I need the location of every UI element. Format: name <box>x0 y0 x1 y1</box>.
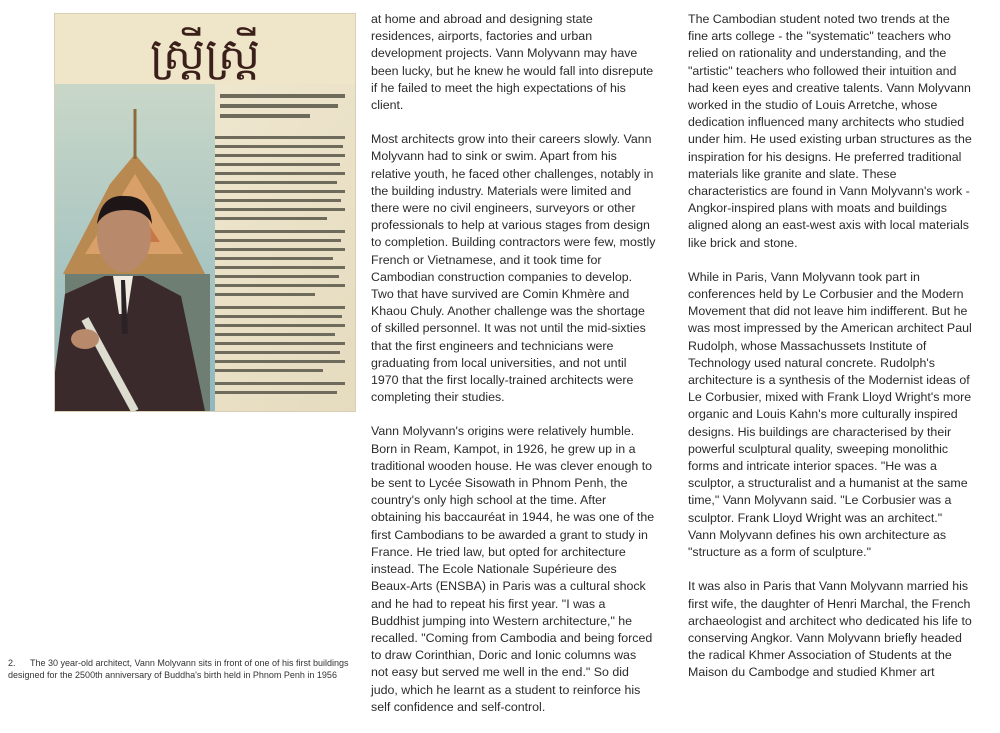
figure-caption <box>8 657 368 681</box>
caption-number: 2. <box>8 658 16 668</box>
article-column-middle <box>371 11 656 733</box>
magazine-cover-photo <box>55 14 355 411</box>
paragraph: The Cambodian student noted two trends at the fine arts college - the "systematic" teachers who relied on rationality and understanding, and the "artistic" teachers who followed their intuition and had keen eyes and creative talents. Vann Molyvann worked in the studio of Louis Arretche, whose dedication influenced many architects who studied under him. He used existing urban structures as the inspiration for his designs. He preferred traditional materials like granite and slate. These characteristics are found in Vann Molyvann's work - Angkor-inspired plans with moats and buildings aligned along an east-west axis with local materials like brick and stone. <box>688 12 972 250</box>
caption-text: The 30 year-old architect, Vann Molyvann sits in front of one of his first buildings designed for the 2500th anniversary of Buddha's birth held in Phnom Penh in 1956 <box>8 658 349 680</box>
headline-khmer: ស្ដ្រីស្ដ្រី <box>150 29 260 80</box>
paragraph: at home and abroad and designing state residences, airports, factories and urban development projects. Vann Molyvann may have been lucky, but he knew he would fall into disrepute if he failed to meet the high expectations of his client. <box>371 12 654 113</box>
paragraph: Most architects grow into their careers slowly. Vann Molyvann had to sink or swim. Apart from his relative youth, he faced other challenges, notably in the building industry. Materials were limited and there were no civil engineers, surveyors or other professionals to help at various stages from design to completion. Building contractors were few, mostly French or Vietnamese, and it took time for Cambodian construction companies to develop. Two that have survived are Comin Khmère and Khaou Chuly. Another challenge was the shortage of skilled personnel. It was not until the mid-sixties that the first engineers and technicians were graduating from local universities, and not until 1970 that the first locally-trained architects were completing their studies. <box>371 132 656 405</box>
paragraph: Vann Molyvann's origins were relatively humble. Born in Ream, Kampot, in 1926, he grew up in a traditional wooden house. He was clever enough to be sent to Lycée Sisowath in Phnom Penh, the country's only high school at the time. After obtaining his baccauréat in 1944, he was one of the first Cambodians to be awarded a grant to study in France. He tried law, but opted for architecture instead. The Ecole Nationale Supérieure des Beaux-Arts (ENSBA) in Paris was a cultural shock and he had to repeat his first year. "I was a Buddhist jumping into Western architecture," he recalled. "Coming from Cambodia and being forced to draw Corinthian, Doric and Ionic columns was not easy but served me well in the end." So did judo, which he learnt as a student to reinforce his self confidence and self-control. <box>371 424 655 714</box>
photo-illustration <box>55 14 355 411</box>
person-hand <box>71 329 99 349</box>
article-column-right <box>688 11 973 699</box>
paragraph: It was also in Paris that Vann Molyvann married his first wife, the daughter of Henri Marchal, the French archaeologist and architect who dedicated his life to conserving Angkor. Vann Molyvann briefly headed the radical Khmer Association of Students at the Maison du Cambodge and studied Khmer art <box>688 579 972 680</box>
paragraph: While in Paris, Vann Molyvann took part in conferences held by Le Corbusier and the Modern Movement that did not leave him indifferent. But he was most impressed by the American architect Paul Rudolph, whose Massachussets Institute of Technology used natural concrete. Rudolph's architecture is a synthesis of the Modernist ideas of Le Corbusier, mixed with Frank Lloyd Wright's more organic and Louis Kahn's more culturally inspired designs. His buildings are characterised by their powerful sculptural quality, sweeping monolithic forms and intricate interior spaces. "He was a sculptor, a structuralist and a humanist at the same time," Vann Molyvann said. "Le Corbusier was a sculptor. Frank Lloyd Wright was an architect." Vann Molyvann defines his own architecture as "structure as a form of sculpture." <box>688 269 972 560</box>
